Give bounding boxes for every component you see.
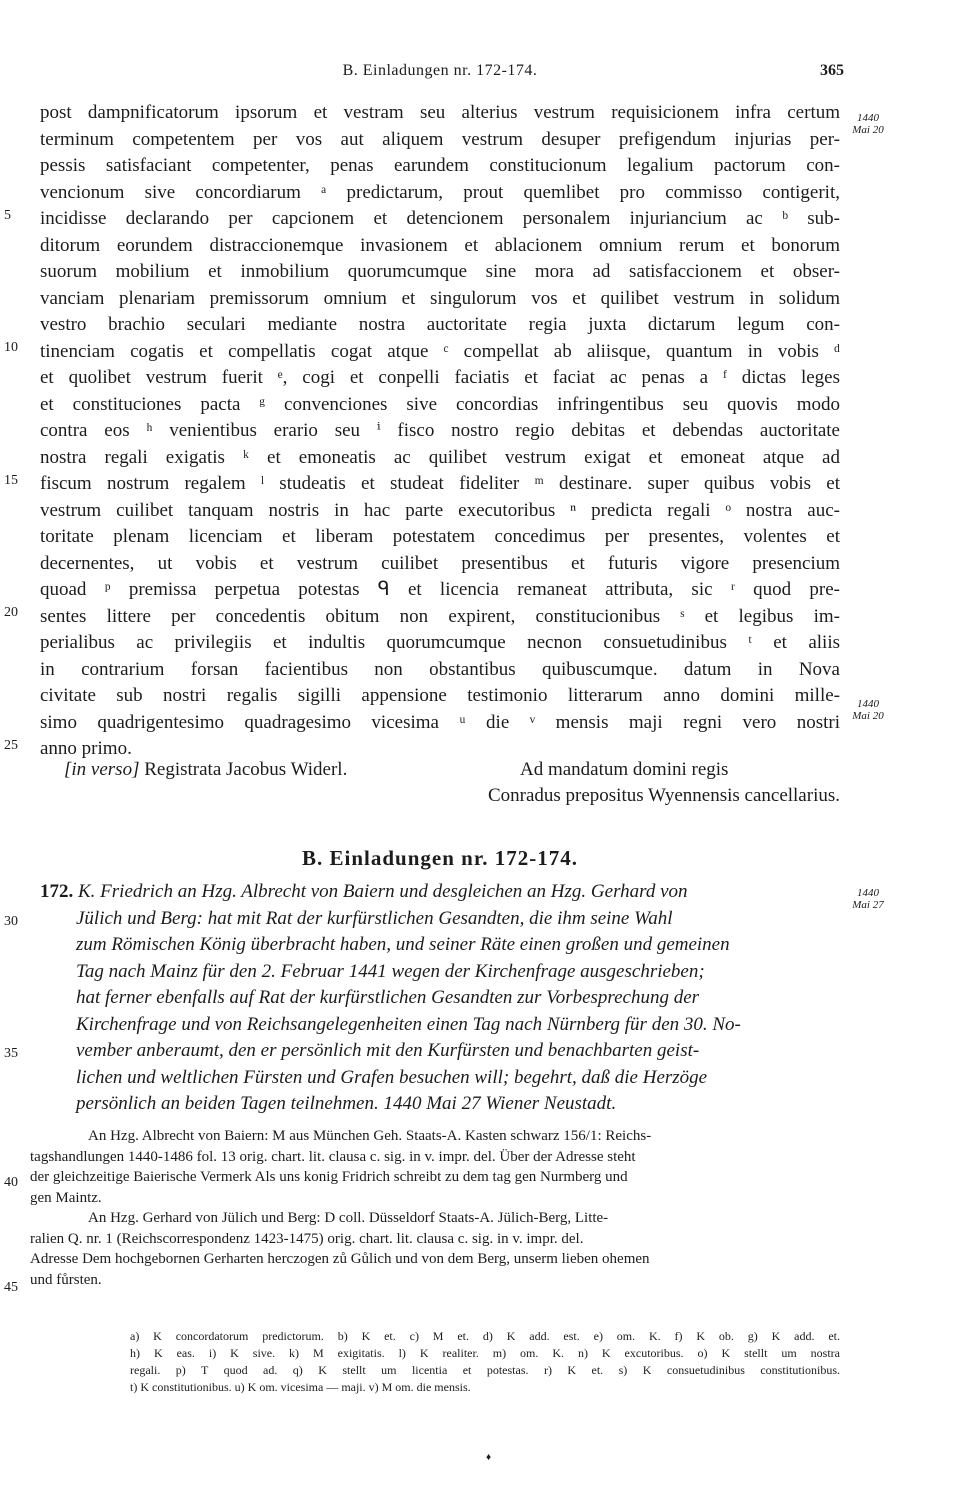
apparatus-line: t) K constitutionibus. u) K om. vicesima — maji. v) M om. die mensis. [130,1380,471,1394]
text-line: ditorum eorundem distraccionemque invasionem et ablacionem omnium rerum et bonorum [40,234,840,256]
page-header [40,62,844,86]
text-line: in contrarium forsan facientibus non obstantibus quibuscumque. datum in Nova [40,658,840,680]
note-line: gen Maintz. [30,1189,102,1206]
apparatus-line: h) K eas. i) K sive. k) M exigitatis. l) K realiter. m) om. K. n) K excutoribus. o) K stellt um nostra [130,1346,840,1360]
registration-text: Registrata Jacobus Widerl. [144,759,348,780]
line-number: 5 [4,208,11,223]
regest-line: persönlich an beiden Tagen teilnehmen. 1440 Mai 27 Wiener Neustadt. [76,1093,617,1114]
text-line: vestro brachio seculari mediante nostra auctoritate regia juxta dictarum legum con- [40,314,840,335]
main-text [40,100,840,763]
signature-block [40,757,840,809]
margin-day: Mai 27 [852,899,884,911]
regest-line: Tag nach Mainz für den 2. Februar 1441 wegen der Kirchenfrage ausgeschrieben; [76,960,705,982]
line-number: 15 [4,473,18,488]
apparatus-line: a) K concordatorum predictorum. b) K et. c) M et. d) K add. est. e) om. K. f) K ob. g) K add. et. [130,1329,840,1343]
regest-line: hat ferner ebenfalls auf Rat der kurfürstlichen Gesandten zur Vorbesprechung der [76,987,700,1008]
note-line: An Hzg. Gerhard von Jülich und Berg: D coll. Düsseldorf Staats-A. Jülich-Berg, Litte- [88,1210,609,1226]
chancellor-line: Conradus prepositus Wyennensis cancellarius. [487,785,840,806]
margin-date [848,112,888,136]
regest-line: Kirchenfrage und von Reichsangelegenheiten einen Tag nach Nürnberg für den 30. No- [76,1013,741,1035]
mandate-line: Ad mandatum domini regis [520,759,729,780]
regest-line: zum Römischen König überbracht haben, und seiner Räte einen großen und gemeinen [76,934,730,955]
text-line: quoad ᵖ premissa perpetua potestas ᑫ et licencia remaneat attributa, sic ʳ quod pre- [40,579,840,600]
note-line: Adresse Dem hochgebornen Gerharten herczogen zů Gůlich und von dem Berg, unserm lieben ohemen [30,1251,650,1267]
regest-line [40,879,840,906]
text-line: tinenciam cogatis et compellatis cogat atque ᶜ compellat ab aliisque, quantum in vobis ᵈ [40,340,840,362]
text-line: nostra regali exigatis ᵏ et emoneatis ac quilibet vestrum exigat et emoneat atque ad [40,446,840,468]
text-line: vencionum sive concordiarum ᵃ predictarum, prout quemlibet pro commisso contigerit, [40,181,840,203]
regest-text: K. Friedrich an Hzg. Albrecht von Baiern und desgleichen an Hzg. Gerhard von [78,881,688,902]
line-number: 25 [4,738,18,753]
text-line: et quolibet vestrum fuerit ᵉ, cogi et conpelli faciatis et faciat ac penas a ᶠ dictas leges [40,367,840,388]
text-line: post dampnificatorum ipsorum et vestram seu alterius vestrum requisicionem infra certum [40,102,840,123]
page-number: 365 [820,62,844,79]
line-number: 20 [4,605,18,620]
line-number: 35 [4,1046,18,1061]
line-number: 40 [4,1175,18,1190]
margin-day: Mai 20 [852,124,884,136]
source-notes [30,1126,840,1290]
line-number: 30 [4,914,18,929]
text-line: terminum competentem per vos aut aliquem vestrum desuper prefigendum injurias per- [40,128,840,150]
text-line: et constituciones pacta ᵍ convenciones sive concordias infringentibus seu quovis modo [40,393,840,415]
section-heading: B. Einladungen nr. 172-174. [302,846,578,870]
text-line: pessis satisfaciant competenter, penas earundem constitucionum legalium pactorum con- [40,155,840,176]
line-number: 45 [4,1280,18,1295]
text-line: vestrum cuilibet tanquam nostris in hac parte executoribus ⁿ predicta regali ᵒ nostra auc- [40,499,840,521]
margin-date [848,698,888,722]
regest-line: vember anberaumt, den er persönlich mit den Kurfürsten und benachbarten geist- [76,1040,700,1061]
line-number: 10 [4,340,18,355]
note-line: und fůrsten. [30,1271,102,1288]
margin-day: Mai 20 [852,710,884,722]
regest-line: Jülich und Berg: hat mit Rat der kurfürstlichen Gesandten, die ihm seine Wahl [76,907,673,929]
note-line: An Hzg. Albrecht von Baiern: M aus München Geh. Staats-A. Kasten schwarz 156/1: Reichs- [88,1128,652,1144]
note-line: tagshandlungen 1440-1486 fol. 13 orig. chart. lit. clausa c. sig. in v. impr. del. Über der Adresse steht [30,1148,636,1165]
margin-year: 1440 [857,112,879,124]
document-number: 172. [40,881,74,902]
margin-date [848,887,888,911]
text-line: anno primo. [40,738,132,759]
regest-line: lichen und weltlichen Fürsten und Grafen besuchen will; begehrt, daß die Herzöge [76,1066,708,1088]
text-line: suorum mobilium et inmobilium quorumcumque sine mora ad satisfaccionem et obser- [40,261,840,282]
note-line: ralien Q. nr. 1 (Reichscorrespondenz 1423-1475) orig. chart. lit. clausa c. sig. in v. impr. del. [30,1230,584,1247]
note-line: der gleichzeitige Baierische Vermerk Als uns konig Fridrich schreibt zu dem tag gen Nurmberg und [30,1169,628,1185]
text-line: contra eos ʰ venientibus erario seu ⁱ fisco nostro regio debitas et debendas auctoritate [40,420,840,441]
text-line: decernentes, ut vobis et vestrum cuilibet presentibus et futuris vigore presencium [40,552,840,574]
running-title: B. Einladungen nr. 172-174. [342,62,538,79]
text-line: incidisse declarando per capcionem et detencionem personalem injuriancium ac ᵇ sub- [40,208,840,229]
critical-apparatus [130,1328,840,1396]
margin-year: 1440 [857,887,879,899]
margin-year: 1440 [857,698,879,710]
text-line: simo quadrigentesimo quadragesimo vicesima ᵘ die ᵛ mensis maji regni vero nostri [40,711,840,733]
text-line: sentes littere per concedentis obitum non expirent, constitucionibus ˢ et legibus im- [40,605,840,627]
text-line: civitate sub nostri regalis sigilli appensione testimonio litterarum anno domini mille- [40,685,840,706]
regest [40,879,840,1118]
verso-bracket: [in verso] [64,759,140,780]
text-line: fiscum nostrum regalem ˡ studeatis et studeat fideliter ᵐ destinare. super quibus vobis et [40,473,840,494]
text-line: vanciam plenariam premissorum omnium et singulorum vos et quilibet vestrum in solidum [40,287,840,309]
text-line: perialibus ac privilegiis et indultis quorumcumque necnon consuetudinibus ᵗ et aliis [40,632,840,653]
stray-mark: ♦ [486,1452,492,1463]
text-line: toritate plenam licenciam et liberam potestatem concedimus per presentes, volentes et [40,526,840,547]
apparatus-line: regali. p) T quod ad. q) K stellt um licentia et potestas. r) K et. s) K consuetudinibus constitutionibus. [130,1363,840,1377]
registration-note [64,757,347,783]
